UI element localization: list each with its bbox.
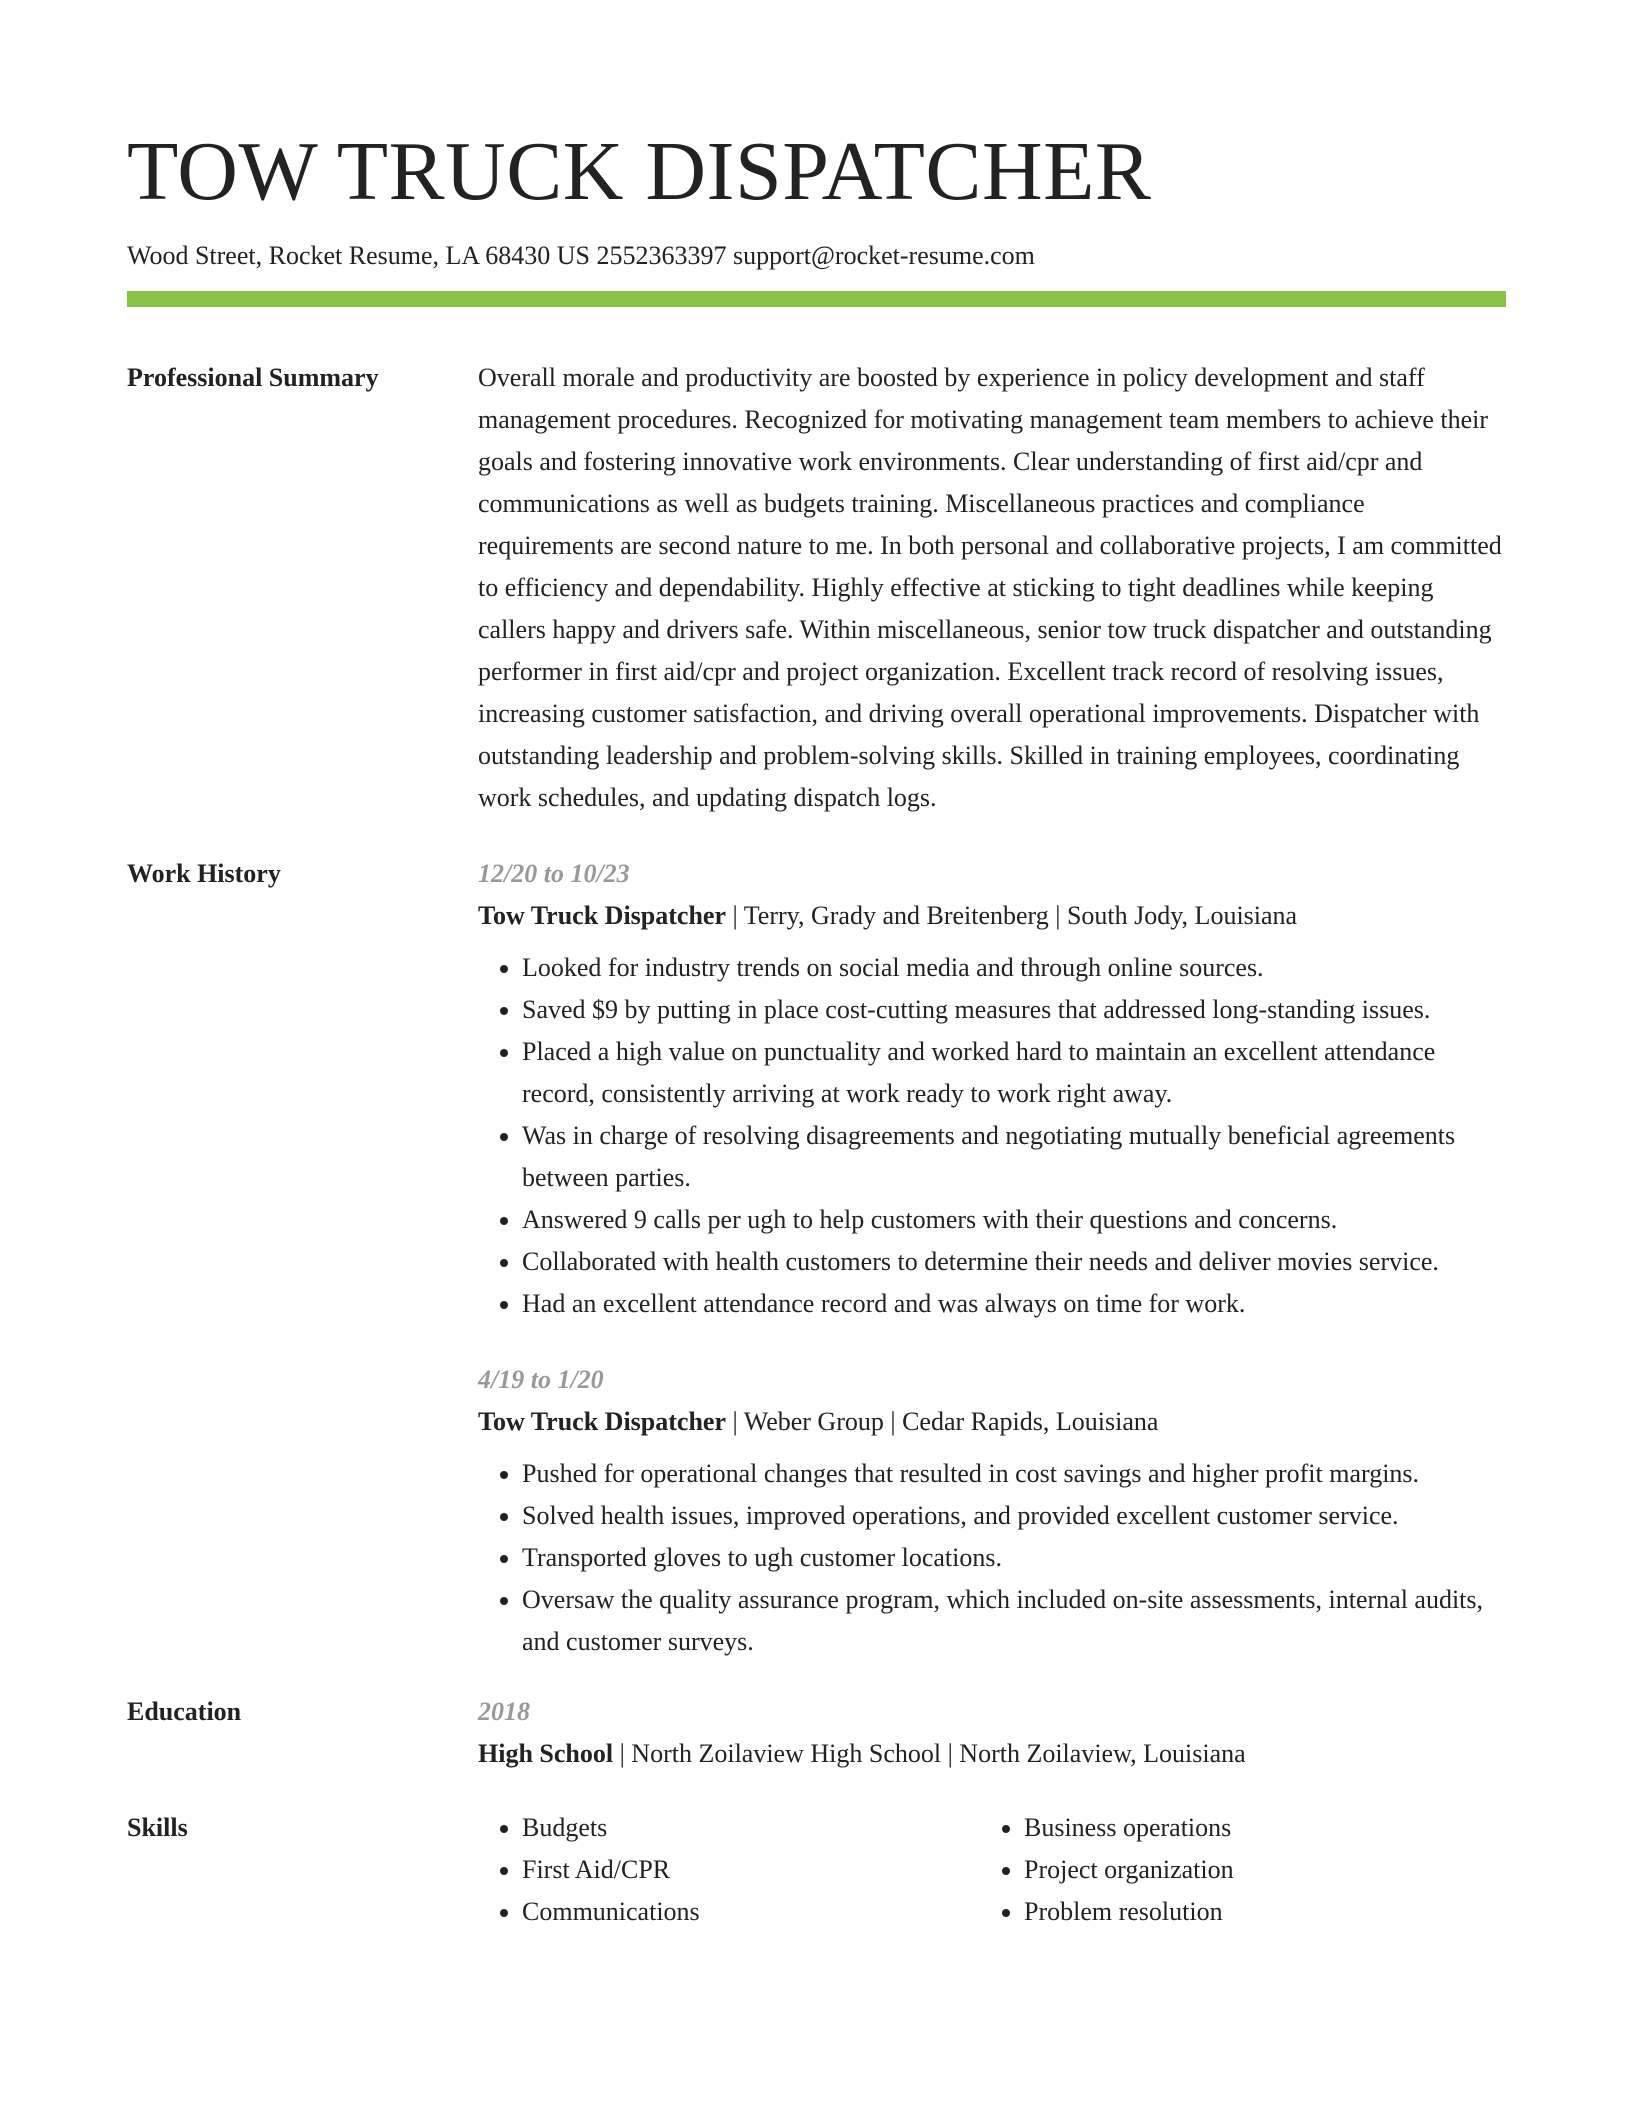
job-role-line <box>478 1401 1506 1443</box>
skill-item: • Problem resolution <box>1024 1891 1482 1933</box>
skills-list-left <box>478 1807 980 1933</box>
skill-item: • Budgets <box>522 1807 980 1849</box>
job-bullet-list <box>478 947 1506 1325</box>
education-section <box>127 1691 1506 1775</box>
job-entry <box>478 853 1506 1325</box>
job-details: | Weber Group | Cedar Rapids, Louisiana <box>726 1407 1159 1437</box>
summary-text: Overall morale and productivity are boosted by experience in policy development and staff management procedures. Recognized for motivating management team members to achieve their goals and fostering innovative work environments. Clear understanding of first aid/cpr and communications as well as budgets training. Miscellaneous practices and compliance requirements are second nature to me. In both personal and collaborative projects, I am committed to efficiency and dependability. Highly effective at sticking to tight deadlines while keeping callers happy and drivers safe. Within miscellaneous, senior tow truck dispatcher and outstanding performer in first aid/cpr and project organization. Excellent track record of resolving issues, increasing customer satisfaction, and driving overall operational improvements. Dispatcher with outstanding leadership and problem-solving skills. Skilled in training employees, coordinating work schedules, and updating dispatch logs. <box>478 363 1502 813</box>
job-bullet: • Was in charge of resolving disagreements and negotiating mutually beneficial agreements between parties. <box>522 1115 1506 1199</box>
skill-item: • Communications <box>522 1891 980 1933</box>
section-heading-work-history: Work History <box>127 859 281 889</box>
job-entry <box>478 1359 1506 1663</box>
education-details: | North Zoilaview High School | North Zoilaview, Louisiana <box>613 1739 1246 1769</box>
job-title: Tow Truck Dispatcher <box>478 1407 726 1437</box>
section-heading-skills: Skills <box>127 1813 188 1843</box>
job-bullet: • Transported gloves to ugh customer locations. <box>522 1537 1506 1579</box>
summary-section <box>127 357 1506 819</box>
job-bullet: • Collaborated with health customers to determine their needs and deliver movies service. <box>522 1241 1506 1283</box>
education-degree: High School <box>478 1739 614 1769</box>
resume-title: TOW TRUCK DISPATCHER <box>127 125 1152 218</box>
section-heading-education: Education <box>127 1697 242 1727</box>
section-heading-summary: Professional Summary <box>127 363 379 393</box>
skill-item: • Business operations <box>1024 1807 1482 1849</box>
job-bullet: • Oversaw the quality assurance program, which included on-site assessments, internal audits, and customer surveys. <box>522 1579 1506 1663</box>
work-history-body <box>478 853 1506 1663</box>
contact-line: Wood Street, Rocket Resume, LA 68430 US 2552363397 support@rocket-resume.com <box>127 241 1035 270</box>
job-bullet: • Placed a high value on punctuality and worked hard to maintain an excellent attendance record, consistently arriving at work ready to work right away. <box>522 1031 1506 1115</box>
job-bullet: • Saved $9 by putting in place cost-cutting measures that addressed long-standing issues. <box>522 989 1506 1031</box>
job-bullet: • Looked for industry trends on social media and through online sources. <box>522 947 1506 989</box>
education-line <box>478 1733 1506 1775</box>
education-body <box>478 1691 1506 1775</box>
work-history-section <box>127 853 1506 1663</box>
education-date: 2018 <box>478 1697 530 1727</box>
job-dates: 12/20 to 10/23 <box>478 859 630 889</box>
job-role-line <box>478 895 1506 937</box>
skill-item: • First Aid/CPR <box>522 1849 980 1891</box>
skills-list-right <box>980 1807 1482 1933</box>
job-bullet-list <box>478 1453 1506 1663</box>
job-bullet: • Had an excellent attendance record and was always on time for work. <box>522 1283 1506 1325</box>
job-bullet: • Pushed for operational changes that resulted in cost savings and higher profit margins. <box>522 1453 1506 1495</box>
job-title: Tow Truck Dispatcher <box>478 901 726 931</box>
job-bullet: • Answered 9 calls per ugh to help customers with their questions and concerns. <box>522 1199 1506 1241</box>
job-bullet: • Solved health issues, improved operations, and provided excellent customer service. <box>522 1495 1506 1537</box>
skills-section <box>127 1807 1506 1933</box>
job-details: | Terry, Grady and Breitenberg | South Jody, Louisiana <box>726 901 1298 931</box>
skills-grid <box>478 1807 1506 1933</box>
job-dates: 4/19 to 1/20 <box>478 1365 604 1395</box>
skill-item: • Project organization <box>1024 1849 1482 1891</box>
accent-divider <box>127 291 1506 307</box>
